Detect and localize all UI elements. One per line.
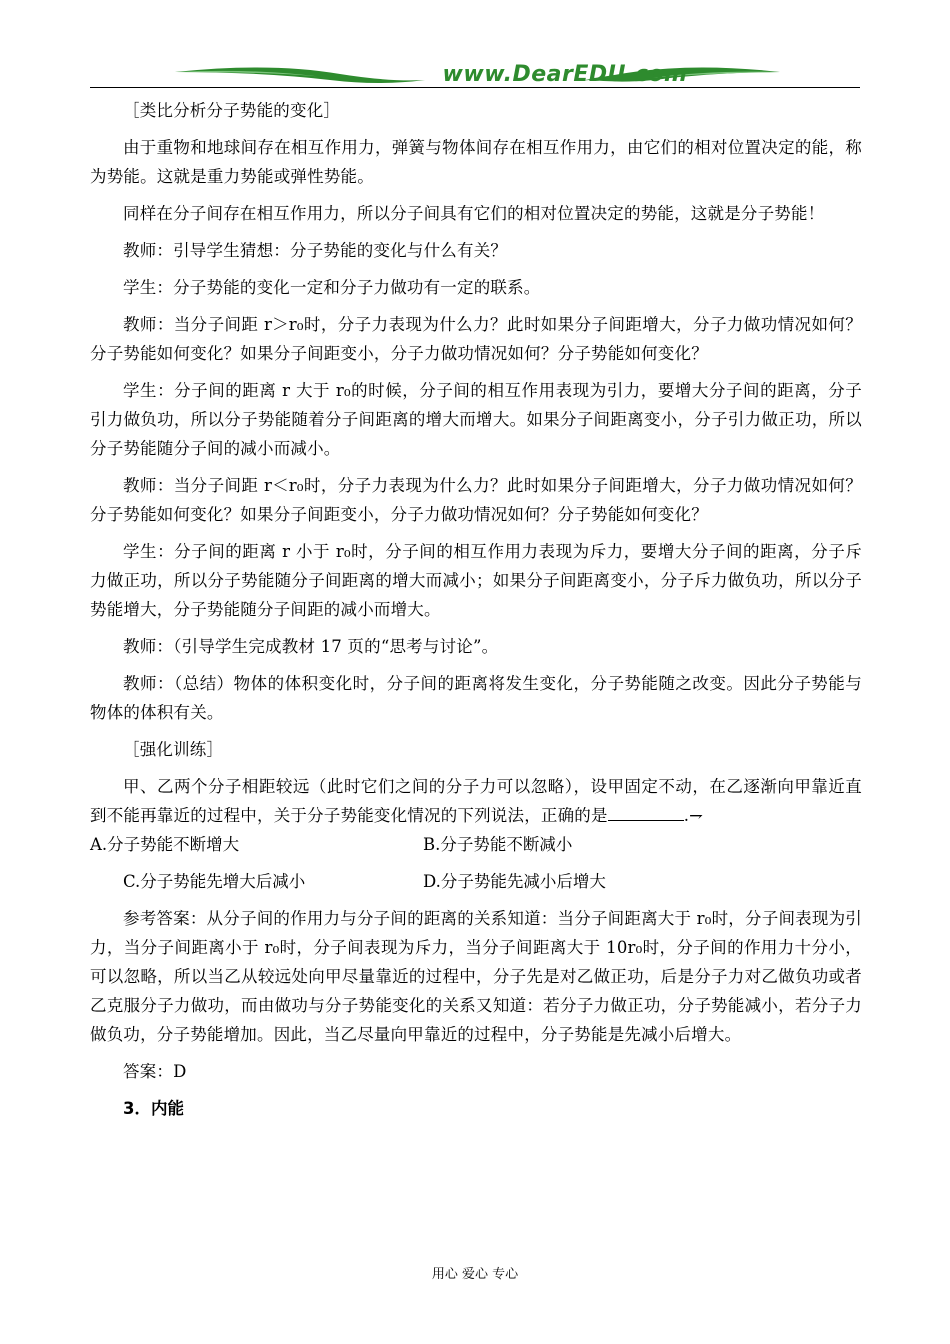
paragraph: 教师：（引导学生完成教材 17 页的“思考与讨论”。 (123, 637, 499, 656)
question-text: 甲、乙两个分子相距较远（此时它们之间的分子力可以忽略），设甲固定不动，在乙逐渐向甲靠近直到不能再靠近的过程中，关于分子势能变化情况的下列说法，正确的是 (90, 777, 862, 825)
option-a: A.分子势能不断增大 (90, 835, 240, 854)
answer: 答案：D (123, 1062, 187, 1081)
option-b: B.分子势能不断减小 (423, 835, 573, 854)
paragraph: 教师：引导学生猜想：分子势能的变化与什么有关？ (123, 241, 508, 260)
paragraph: 教师：当分子间距 r＞r₀时，分子力表现为什么力？此时如果分子间距增大，分子力做功情况如何？分子势能如何变化？如果分子间距变小，分子力做功情况如何？分子势能如何变化？ (90, 315, 862, 363)
page-footer: 用心 爱心 专心 (431, 1267, 519, 1282)
question-stem (90, 772, 862, 830)
options-row-1 (90, 830, 862, 859)
option-c: C.分子势能先增大后减小 (123, 872, 306, 891)
options-row-2 (90, 867, 862, 896)
paragraph: 学生：分子间的距离 r 大于 r₀的时候，分子间的相互作用表现为引力，要增大分子间的距离，分子引力做负功，所以分子势能随着分子间距离的增大而增大。如果分子间距离变小，分子引力做正功，所以分子势能随分子间的减小而减小。 (90, 381, 862, 458)
section-label-analogy: ［类比分析分子势能的变化］ (123, 101, 341, 120)
document-body (90, 96, 862, 1123)
section-label-practice: ［强化训练］ (123, 740, 224, 759)
paragraph: 同样在分子间存在相互作用力，所以分子间具有它们的相对位置决定的势能，这就是分子势能！ (123, 204, 825, 223)
paragraph: 由于重物和地球间存在相互作用力，弹簧与物体间存在相互作用力，由它们的相对位置决定的能，称为势能。这就是重力势能或弹性势能。 (90, 138, 862, 186)
header-rule (90, 87, 860, 88)
option-d: D.分子势能先减小后增大 (423, 872, 606, 891)
paragraph: 学生：分子势能的变化一定和分子力做功有一定的联系。 (123, 278, 541, 297)
paragraph: 学生：分子间的距离 r 小于 r₀时，分子间的相互作用力表现为斥力，要增大分子间的距离，分子斥力做正功，所以分子势能随分子间距离的增大而减小；如果分子间距离变小，分子斥力做负功，所以分子势能增大，分子势能随分子间距的减小而增大。 (90, 542, 862, 619)
paragraph: 教师：当分子间距 r＜r₀时，分子力表现为什么力？此时如果分子间距增大，分子力做功情况如何？分子势能如何变化？如果分子间距变小，分子力做功情况如何？分子势能如何变化？ (90, 476, 862, 524)
site-logo-text: www.DearEDU.com (442, 62, 688, 87)
question-tail: .⇁ (683, 806, 704, 825)
answer-blank (608, 802, 684, 821)
reference-answer: 参考答案：从分子间的作用力与分子间的距离的关系知道：当分子间距离大于 r₀时，分子间表现为引力，当分子间距离小于 r₀时，分子间表现为斥力，当分子间距离大于 10r₀时，分子间的作用力十分小，可以忽略，所以当乙从较远处向甲尽量靠近的过程中，分子先是对乙做正功，后是分子力对乙做负功或者乙克服分子力做功，而由做功与分子势能变化的关系又知道：若分子力做正功，分子势能减小，若分子力做负功，分子势能增加。因此，当乙尽量向甲靠近的过程中，分子势能是先减小后增大。 (90, 909, 862, 1044)
paragraph: 教师：（总结）物体的体积变化时，分子间的距离将发生变化，分子势能随之改变。因此分子势能与物体的体积有关。 (90, 674, 862, 722)
section-heading-internal-energy: 3．内能 (123, 1099, 184, 1118)
